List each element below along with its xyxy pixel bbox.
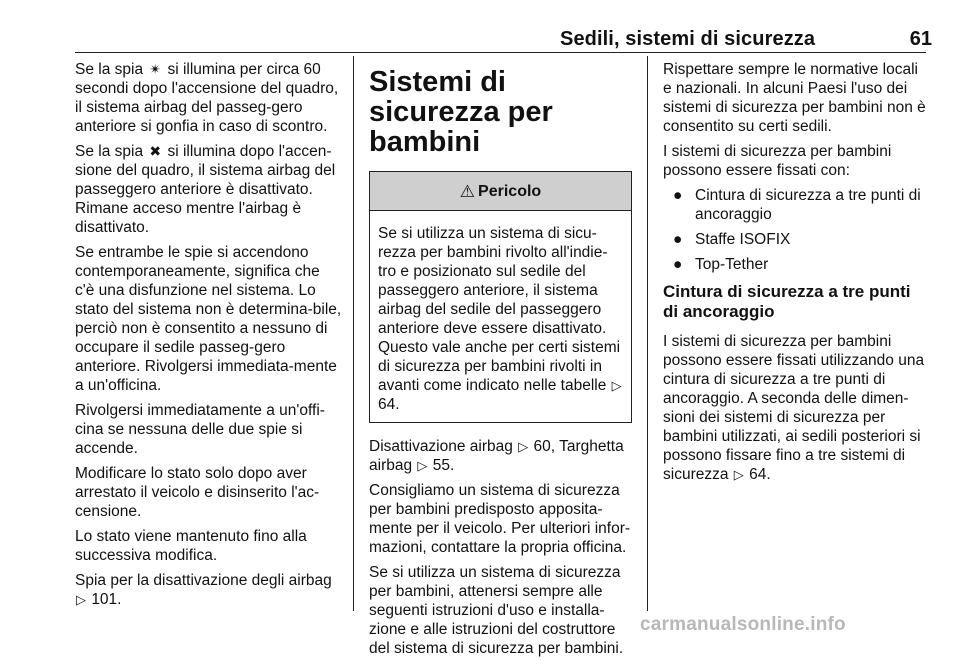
page-reference-link[interactable]: 64.	[378, 396, 400, 413]
paragraph: Lo stato viene mantenuto fino alla successiva modifica.	[75, 528, 307, 564]
paragraph: I sistemi di sicurezza per bambini possono essere fissati utilizzando una cintura di sicurezza a tre punti di ancoraggio. A seconda delle dimen-sioni dei sistemi di sicurezza per bambini utilizzati, ai sedili posteriori si possono fissare fino a tre sistemi di sicurezza ▷ 64.	[663, 333, 925, 483]
page-reference-link[interactable]: 55.	[432, 457, 455, 474]
watermark: carmanualsonline.info	[640, 614, 846, 635]
xref-arrow-icon[interactable]: ▷	[76, 592, 86, 607]
danger-header: ⚠ Pericolo	[370, 172, 631, 211]
paragraph: I sistemi di sicurezza per bambini possono essere fissati con:	[663, 143, 892, 179]
danger-text: Se si utilizza un sistema di sicu-rezza per bambini rivolto all'indie-tro e posizionato sul sedile del passeggero anteriore, il sistema airbag del sedile del passeggero anteriore deve essere disattivato. Questo vale anche per certi sistemi di sicurezza per bambini rivolti in avanti come indicato nelle tabelle ▷ 64.	[378, 225, 622, 413]
xref-arrow-icon[interactable]: ▷	[733, 467, 744, 482]
column-divider-left	[353, 56, 354, 611]
paragraph: Rivolgersi immediatamente a un'offi-cina se nessuna delle due spie si accende.	[75, 402, 325, 457]
bullet-icon: ●	[673, 187, 683, 204]
paragraph: Modificare lo stato solo dopo aver arrestato il veicolo e disinserito l'ac-censione.	[75, 465, 320, 520]
xref-arrow-icon[interactable]: ▷	[518, 439, 529, 454]
paragraph: Se entrambe le spie si accendono contemporaneamente, significa che c'è una disfunzione nel sistema. Lo stato del sistema non è determina-bile, perciò non è consentito a nessuno di occupare il sedile passeg-gero anteriore. Rivolgersi immediata-mente a un'officina.	[75, 244, 342, 394]
page-title: Sedili, sistemi di sicurezza	[560, 28, 816, 50]
danger-box	[369, 171, 632, 423]
paragraph: Se si utilizza un sistema di sicurezza per bambini, attenersi sempre alle seguenti istruzioni d'uso e installa-zione e alle istruzioni del costruttore del sistema di sicurezza per bambini.	[369, 564, 624, 657]
list-item: ● Staffe ISOFIX	[673, 231, 791, 248]
page-number: 61	[909, 28, 932, 50]
bullet-icon: ●	[673, 231, 683, 248]
bullet-list	[663, 186, 927, 274]
page-reference-link[interactable]: 101.	[91, 591, 122, 608]
warning-triangle-icon: ⚠	[459, 181, 476, 201]
paragraph: Spia per la disattivazione degli airbag ▷ 101.	[75, 572, 332, 608]
paragraph: Rispettare sempre le normative locali e nazionali. In alcuni Paesi l'uso dei sistemi di sicurezza per bambini non è consentito su certi sedili.	[663, 61, 926, 135]
xref-arrow-icon[interactable]: ▷	[611, 378, 622, 393]
page-reference-link[interactable]: 64.	[749, 466, 771, 483]
list-item: ● Cintura di sicurezza a tre punti di ancoraggio	[673, 187, 921, 223]
section-heading: Sistemi di sicurezza per bambini	[369, 66, 553, 158]
right-column	[663, 60, 927, 490]
middle-column	[369, 60, 632, 664]
page-reference-link[interactable]: 60, Targhetta airbag	[369, 438, 624, 474]
airbag-on-icon: ✴	[149, 61, 162, 77]
paragraph: Se la spia ✴ si illumina per circa 60 secondi dopo l'accensione del quadro, il sistema airbag del passeg-gero anteriore si gonfia in caso di scontro.	[75, 61, 339, 135]
bullet-icon: ●	[673, 256, 683, 273]
header-rule	[75, 52, 926, 53]
subsection-heading: Cintura di sicurezza a tre punti di ancoraggio	[663, 282, 911, 321]
left-column	[75, 60, 343, 615]
list-item: ● Top-Tether	[673, 256, 769, 273]
airbag-off-icon: ✖	[149, 143, 162, 159]
column-divider-right	[647, 56, 648, 611]
xref-arrow-icon[interactable]: ▷	[417, 458, 428, 473]
paragraph: Consigliamo un sistema di sicurezza per bambini predisposto apposita-mente per il veicolo. Per ulteriori infor-mazioni, contattare la propria officina.	[369, 482, 631, 556]
paragraph: Se la spia ✖ si illumina dopo l'accen-sione del quadro, il sistema airbag del passeggero anteriore è disattivato. Rimane acceso mentre l'airbag è disattivato.	[75, 143, 336, 236]
paragraph: Disattivazione airbag ▷ 60, Targhetta airbag ▷ 55.	[369, 438, 624, 474]
